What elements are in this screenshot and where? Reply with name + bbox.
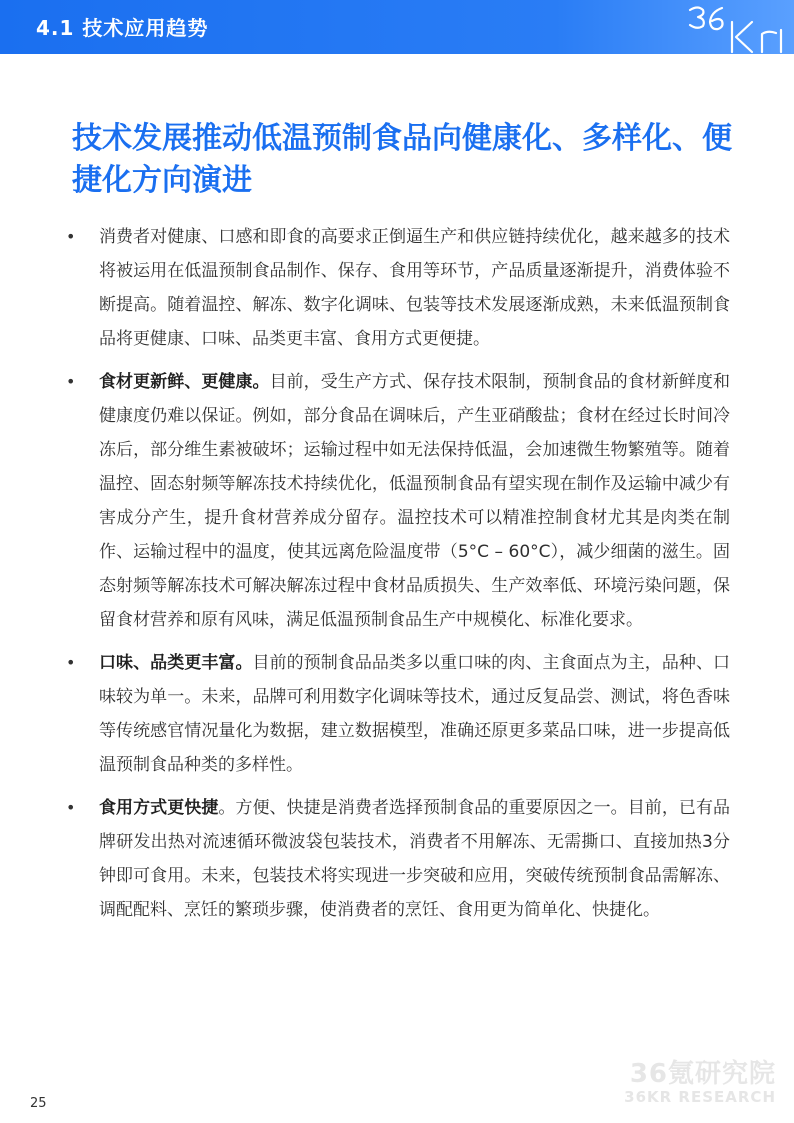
list-item <box>62 365 730 637</box>
brand-logo <box>684 0 794 54</box>
page-number: 25 <box>30 1096 47 1111</box>
header-band <box>0 0 794 54</box>
bullet-paragraph <box>99 365 730 637</box>
bullet-lead: 口味、品类更丰富。 <box>99 653 253 673</box>
list-item <box>62 646 730 782</box>
bullet-dot-icon: • <box>66 372 76 391</box>
bullet-list <box>62 220 730 936</box>
section-label: 4.1 技术应用趋势 <box>36 16 209 40</box>
bullet-paragraph <box>99 220 730 356</box>
kr-logo-icon <box>684 0 794 54</box>
bullet-paragraph <box>99 791 730 927</box>
list-item <box>62 220 730 356</box>
bullet-body: 。方便、快捷是消费者选择预制食品的重要原因之一。目前，已有品牌研发出热对流速循环微波袋包装技术，消费者不用解冻、无需撕口、直接加热3分钟即可食用。未来，包装技术将实现进一步突破和应用，突破传统预制食品需解冻、调配配料、烹饪的繁琐步骤，使消费者的烹饪、食用更为简单化、快捷化。 <box>99 798 731 920</box>
bullet-lead: 食材更新鲜、更健康。 <box>99 372 270 392</box>
bullet-paragraph <box>99 646 730 782</box>
bullet-dot-icon: • <box>66 653 76 672</box>
bullet-body: 目前的预制食品品类多以重口味的肉、主食面点为主，品种、口味较为单一。未来，品牌可利用数字化调味等技术，通过反复品尝、测试，将色香味等传统感官情况量化为数据，建立数据模型，准确还原更多菜品口味，进一步提高低温预制食品种类的多样性。 <box>99 653 730 775</box>
list-item <box>62 791 730 927</box>
bullet-lead: 食用方式更快捷 <box>99 798 219 818</box>
bullet-body: 消费者对健康、口感和即食的高要求正倒逼生产和供应链持续优化，越来越多的技术将被运用在低温预制食品制作、保存、食用等环节，产品质量逐渐提升，消费体验不断提高。随着温控、解冻、数字化调味、包装等技术发展逐渐成熟，未来低温预制食品将更健康、口味、品类更丰富、食用方式更便捷。 <box>99 227 730 349</box>
watermark-en: 36KR RESEARCH <box>624 1088 776 1106</box>
bullet-dot-icon: • <box>66 227 76 246</box>
watermark <box>624 1060 776 1106</box>
watermark-cn: 36氪研究院 <box>629 1059 776 1089</box>
bullet-body: 目前，受生产方式、保存技术限制，预制食品的食材新鲜度和健康度仍难以保证。例如，部分食品在调味后，产生亚硝酸盐；食材在经过长时间冷冻后，部分维生素被破坏；运输过程中如无法保持低温，会加速微生物繁殖等。随着温控、固态射频等解冻技术持续优化，低温预制食品有望实现在制作及运输中减少有害成分产生，提升食材营养成分留存。温控技术可以精准控制食材尤其是肉类在制作、运输过程中的温度，使其远离危险温度带（5°C – 60°C），减少细菌的滋生。固态射频等解冻技术可解决解冻过程中食材品质损失、生产效率低、环境污染问题，保留食材营养和原有风味，满足低温预制食品生产中规模化、标准化要求。 <box>99 372 731 630</box>
page-headline: 技术发展推动低温预制食品向健康化、多样化、便捷化方向演进 <box>72 121 732 198</box>
bullet-dot-icon: • <box>66 798 76 817</box>
